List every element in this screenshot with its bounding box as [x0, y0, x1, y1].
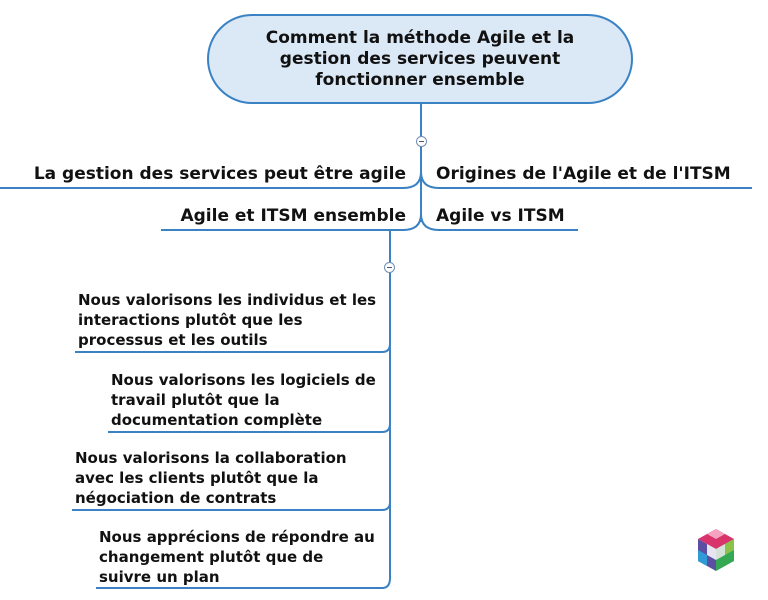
collapse-root-icon[interactable] — [416, 136, 427, 147]
leaf-change[interactable]: Nous apprécions de répondre au changement plutôt que de suivre un plan — [99, 528, 375, 586]
branch-left-bottom[interactable]: Agile et ITSM ensemble — [180, 206, 406, 226]
branch-right-bottom[interactable]: Agile vs ITSM — [436, 206, 565, 226]
root-title: Comment la méthode Agile et la gestion des services peuvent fonctionner ensemble — [265, 27, 575, 90]
leaf-software[interactable]: Nous valorisons les logiciels de travail plutôt que la documentation complète — [111, 371, 376, 429]
root-node[interactable] — [207, 14, 633, 104]
branch-right-top[interactable]: Origines de l'Agile et de l'ITSM — [436, 164, 731, 184]
cube-logo-icon — [694, 527, 738, 575]
collapse-branch-icon[interactable] — [384, 262, 395, 273]
leaf-collaboration[interactable]: Nous valorisons la collaboration avec les clients plutôt que la négociation de contrats — [75, 449, 347, 507]
branch-left-top[interactable]: La gestion des services peut être agile — [33, 164, 406, 184]
leaf-individuals[interactable]: Nous valorisons les individus et les interactions plutôt que les processus et les outils — [78, 291, 377, 349]
